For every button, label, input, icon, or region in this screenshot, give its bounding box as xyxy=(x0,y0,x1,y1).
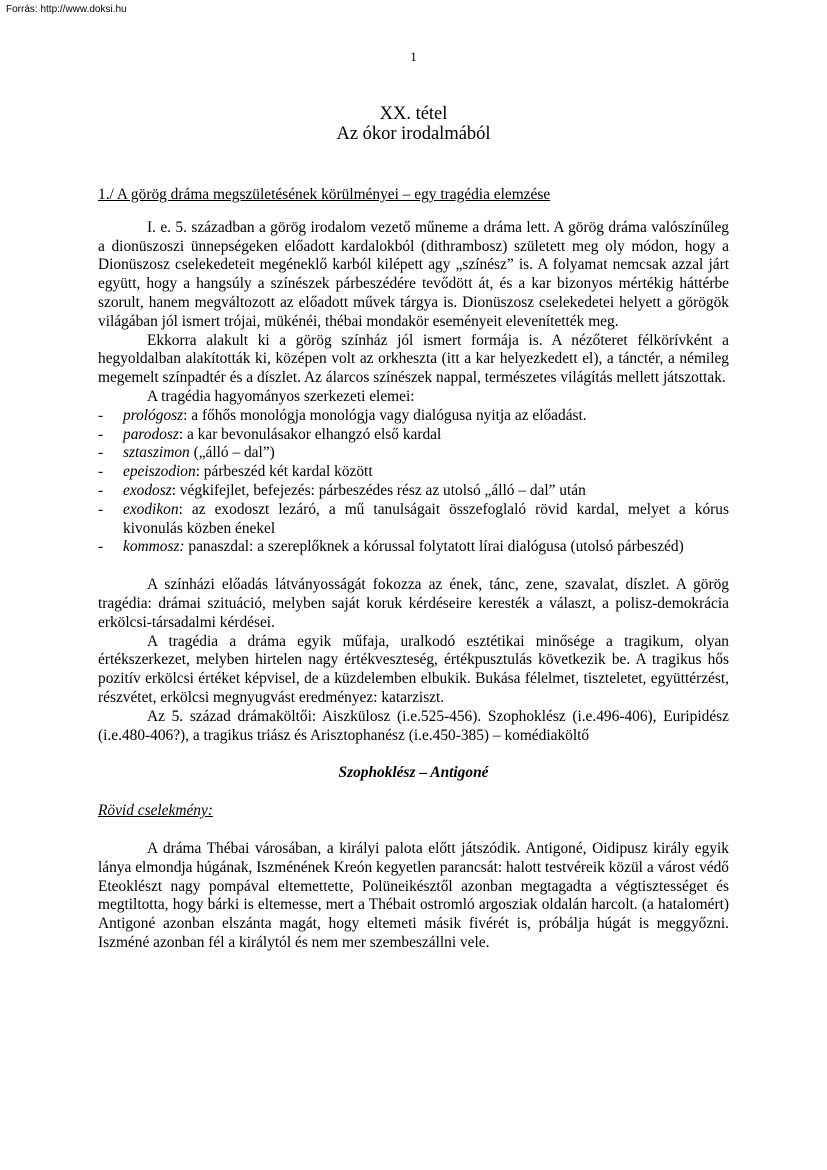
paragraph: Az 5. század drámaköltői: Aiszkülosz (i.e.525-456). Szophoklész (i.e.496-406), Euripidész (i.e.480-406?), a tragikus triász és Arisztophanész (i.e.450-385) – komédiaköltő xyxy=(98,707,729,744)
document-body xyxy=(98,186,729,953)
list-item xyxy=(98,482,729,501)
list-dash: - xyxy=(98,463,104,481)
source-note: Forrás: http://www.doksi.hu xyxy=(6,4,127,15)
title-line-1: XX. tétel xyxy=(379,104,448,124)
paragraph: A dráma Thébai városában, a királyi palota előtt játszódik. Antigoné, Oidipusz király egyik lánya elmondja húgának, Iszménének Kreón kegyetlen parancsát: halott testvéreik közül a várost védő Eteoklészt nagy pompával eltemettette, Polüneikésztől azonban megtagadta a végtisztességet és megtiltotta, hogy bárki is eltemesse, mert a Thébait ostromló argosziak oldalán harcolt. (a hatalomért) Antigoné azonban elszánta magát, hogy eltemeti másik fivérét is, próbálja húgát is meggyőzni. Iszméné azonban fél a királytól és nem mer szembeszállni vele. xyxy=(98,839,729,951)
list-dash: - xyxy=(98,500,104,518)
spacer xyxy=(98,205,729,219)
paragraph: I. e. 5. században a görög irodalom vezető műneme a dráma lett. A görög dráma valószínűleg a dionüszoszi ünnepségeken előadott kardalokból (dithrambosz) született meg oly módon, hogy a Dionüszosz cselekedeteit megéneklő karból kilépett agy „színész” is. A folyamat nemcsak azzal járt együtt, hogy a hangsúly a színészek párbeszédére tevődött át, és a kar bizonyos mértékig háttérbe szorult, hanem megváltozott az előadott művek tárgya is. Dionüszosz cselekedetei helyett a görögök világában jól ismert trójai, mükénéi, thébai mondakör eseményeit elevenítették meg. xyxy=(98,218,729,330)
structure-elements-list xyxy=(98,407,729,557)
spacer xyxy=(98,821,729,840)
term: prológosz xyxy=(123,406,184,424)
subheading: Rövid cselekmény: xyxy=(98,802,213,820)
spacer xyxy=(98,783,729,802)
paragraph: A tragédia hagyományos szerkezeti elemei: xyxy=(147,387,415,405)
section-heading: 1./ A görög dráma megszületésének körülményei – egy tragédia elemzése xyxy=(98,186,551,203)
list-dash: - xyxy=(98,444,104,462)
term-description: : párbeszéd két kardal között xyxy=(195,463,373,481)
term: parodosz xyxy=(123,425,179,443)
list-dash: - xyxy=(98,538,104,556)
list-dash: - xyxy=(98,481,104,499)
term-description: : a kar bevonulásakor elhangzó első kardal xyxy=(178,425,442,443)
list-dash: - xyxy=(98,406,104,424)
list-item xyxy=(98,501,729,539)
document-title xyxy=(0,104,827,144)
term-description: panaszdal: a szereplőknek a kórussal folytatott lírai dialógusa (utolsó párbeszéd) xyxy=(184,538,684,556)
list-item xyxy=(98,538,729,557)
term: kommosz: xyxy=(123,538,185,556)
paragraph: Ekkorra alakult ki a görög színház jól ismert formája is. A nézőteret félkörívként a hegyoldalban alakították ki, középen volt az orkheszta (itt a kar helyezkedett el), a tánctér, a némileg megemelt színpadtér és a díszlet. Az álarcos színészek nappal, természetes világítás mellett játszottak. xyxy=(98,331,729,387)
paragraph: A tragédia a dráma egyik műfaja, uralkodó esztétikai minősége a tragikum, olyan értékszerkezet, melyben hirtelen nagy értékveszteség, értékpusztulás következik be. A tragikus hős pozitív erkölcsi értéket képvisel, de a küzdelemben elbukik. Bukása félelmet, tiszteletet, együttérzést, részvétet, erkölcsi megnyugvást eredményez: katarziszt. xyxy=(98,632,729,706)
term-description: („álló – dal”) xyxy=(189,444,275,462)
work-title: Szophoklész – Antigoné xyxy=(338,764,489,782)
spacer xyxy=(98,557,729,576)
title-line-2: Az ókor irodalmából xyxy=(336,124,491,144)
term-description: : a főhős monológja monológja vagy dialógusa nyitja az előadást. xyxy=(183,406,587,424)
list-dash: - xyxy=(98,425,104,443)
term-description: : végkifejlet, befejezés: párbeszédes rész az utolsó „álló – dal” után xyxy=(171,481,586,499)
term: exodikon xyxy=(123,500,179,518)
list-item xyxy=(98,426,729,445)
paragraph: A színházi előadás látványosságát fokozza az ének, tánc, zene, szavalat, díszlet. A görög tragédia: drámai szituáció, melyben saját koruk kérdéseire keresték a választ, a polisz-demokrácia erkölcsi-társadalmi kérdései. xyxy=(98,576,729,631)
term: epeiszodion xyxy=(123,463,196,481)
list-item xyxy=(98,463,729,482)
list-item xyxy=(98,444,729,463)
spacer xyxy=(98,745,729,764)
term: sztaszimon xyxy=(123,444,190,462)
list-item xyxy=(98,407,729,426)
page-number: 1 xyxy=(410,49,417,64)
term-description: : az exodoszt lezáró, a mű tanulságait összefoglaló rövid kardal, melyet a kórus kivonulás közben énekel xyxy=(123,500,729,537)
term: exodosz xyxy=(123,481,172,499)
